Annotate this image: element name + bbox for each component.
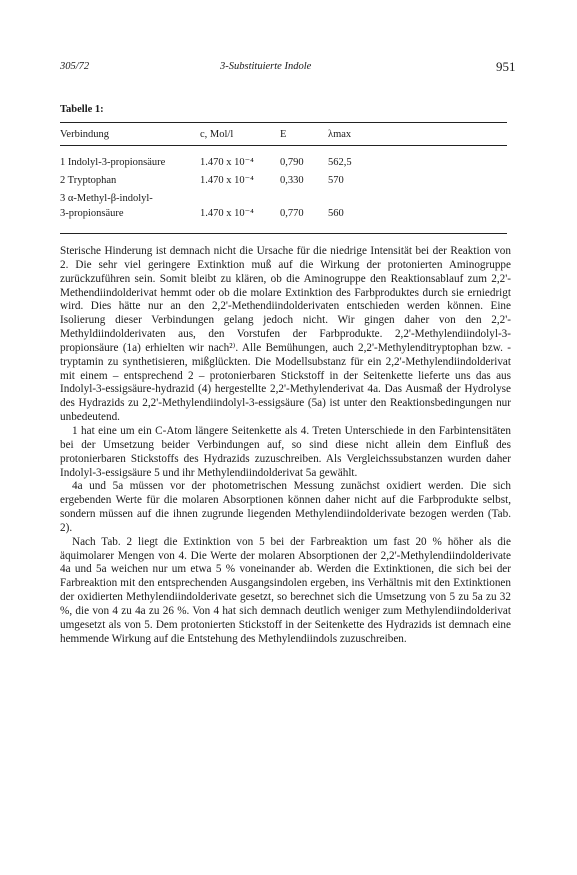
table-row-continued bbox=[60, 206, 507, 221]
table-row bbox=[60, 191, 507, 206]
column-header-concentration: c, Mol/l bbox=[200, 129, 234, 140]
cell-lambda-max: 570 bbox=[328, 175, 344, 186]
cell-extinction: 0,770 bbox=[280, 208, 304, 219]
table-header bbox=[60, 129, 507, 140]
running-title: 3-Substituierte Indole bbox=[220, 61, 312, 72]
cell-compound-continued: 3-propionsäure bbox=[60, 208, 124, 219]
data-table bbox=[60, 155, 507, 221]
body-text bbox=[60, 245, 511, 646]
table-bottom-rule bbox=[60, 233, 507, 234]
cell-extinction: 0,790 bbox=[280, 157, 304, 168]
table-caption: Tabelle 1: bbox=[60, 104, 104, 115]
cell-concentration: 1.470 x 10⁻⁴ bbox=[200, 175, 254, 186]
cell-compound: 1 Indolyl-3-propionsäure bbox=[60, 157, 166, 168]
paragraph: Sterische Hinderung ist demnach nicht die Ursache für die niedrige Intensität bei der Reaktion von 2. Die sehr viel geringere Extinktion muß auf die Wirkung der protonierten Aminogruppe zurückzuführen sein. Somit bleibt zu klären, ob die Aminogruppe den Reaktionsablauf zum 2,2'-Methendiindolderivat hemmt oder ob die molare Extinktion des Farbproduktes durch sie erniedrigt wird. Dies hätte nur an den 2,2'-Methendiindolderivaten entschieden werden können. Eine Isolierung dieser Verbindungen gelang jedoch nicht. Wir gingen daher von den 2,2'-Methyldiindolderivaten aus, den Vorstufen der Farbprodukte. 2,2'-Methylendiindolyl-3-propionsäure (1a) erhielten wir nach²⁾. Alle Bemühungen, auch 2,2'-Methylenditryptophan bzw. -tryptamin zu synthetisieren, mißglückten. Die Modellsubstanz für ein 2,2'-Methylendiindolderivat mit einem – entsprechend 2 – protonierbaren Stickstoff in der Seitenkette lieferte uns das aus Indolyl-3-essigsäure-hydrazid (4) hergestellte 2,2'-Methylenderivat 4a. Das Ausmaß der Hydrolyse des Hydrazids zu 2,2'-Methylendiindolyl-3-essigsäure (5a) ist unter den Reaktionsbedingungen nur unbedeutend. bbox=[60, 245, 511, 424]
paragraph: 4a und 5a müssen vor der photometrischen Messung zunächst oxidiert werden. Die sich ergebenden Werte für die molaren Absorptionen können daher nicht auf die Farbprodukte selbst, sondern müssen auf die ihnen zugrunde liegenden Methylendiindolderivate bezogen werden (Tab. 2). bbox=[60, 480, 511, 534]
cell-lambda-max: 562,5 bbox=[328, 157, 352, 168]
page-number: 951 bbox=[496, 59, 516, 74]
paragraph: 1 hat eine um ein C-Atom längere Seitenkette als 4. Treten Unterschiede in den Farbintensitäten bei der Umsetzung beider Verbindungen auf, so sind diese nicht allein dem Einfluß des protonierbaren Stickstoffs des Hydrazids zuzuschreiben. Als Vergleichssubstanzen wurden daher Indolyl-3-essigsäure 5 und ihr Methylendiindolderivat 5a gewählt. bbox=[60, 424, 511, 479]
table-header-rule bbox=[60, 145, 507, 146]
column-header-extinction: E bbox=[280, 129, 287, 140]
table-row bbox=[60, 173, 507, 191]
cell-compound: 2 Tryptophan bbox=[60, 175, 117, 186]
cell-extinction: 0,330 bbox=[280, 175, 304, 186]
cell-compound: 3 α-Methyl-β-indolyl- bbox=[60, 193, 153, 204]
cell-concentration: 1.470 x 10⁻⁴ bbox=[200, 208, 254, 219]
column-header-compound: Verbindung bbox=[60, 129, 109, 140]
paragraph: Nach Tab. 2 liegt die Extinktion von 5 bei der Farbreaktion um fast 20 % höher als die äquimolarer Mengen von 4. Die Werte der molaren Absorptionen der 2,2'-Methylendiindolderivate 4a und 5a weichen nur um etwa 5 % voneinander ab. Werden die Extinktionen, die sich bei der Farbreaktion mit den entsprechenden Ausgangsindolen ergeben, ins Verhältnis mit den Extinktionen der oxidierten Methylendiindolderivate gesetzt, so berechnet sich die Umsetzung von 5 zu 5a zu 32 %, die von 4 zu 4a zu 26 %. Von 4 hat sich demnach deutlich weniger zum Methylendiindolderivat umgesetzt als von 5. Dem protonierten Stickstoff in der Seitenkette des Hydrazids ist demnach eine hemmende Wirkung auf die Entstehung des Methylendiindols zuzuschreiben. bbox=[60, 535, 511, 645]
cell-concentration: 1.470 x 10⁻⁴ bbox=[200, 157, 254, 168]
table-row bbox=[60, 155, 507, 173]
column-header-lambda-max: λmax bbox=[328, 129, 352, 140]
table-top-rule bbox=[60, 122, 507, 123]
journal-volume: 305/72 bbox=[60, 61, 90, 72]
running-header bbox=[0, 61, 577, 75]
cell-lambda-max: 560 bbox=[328, 208, 344, 219]
